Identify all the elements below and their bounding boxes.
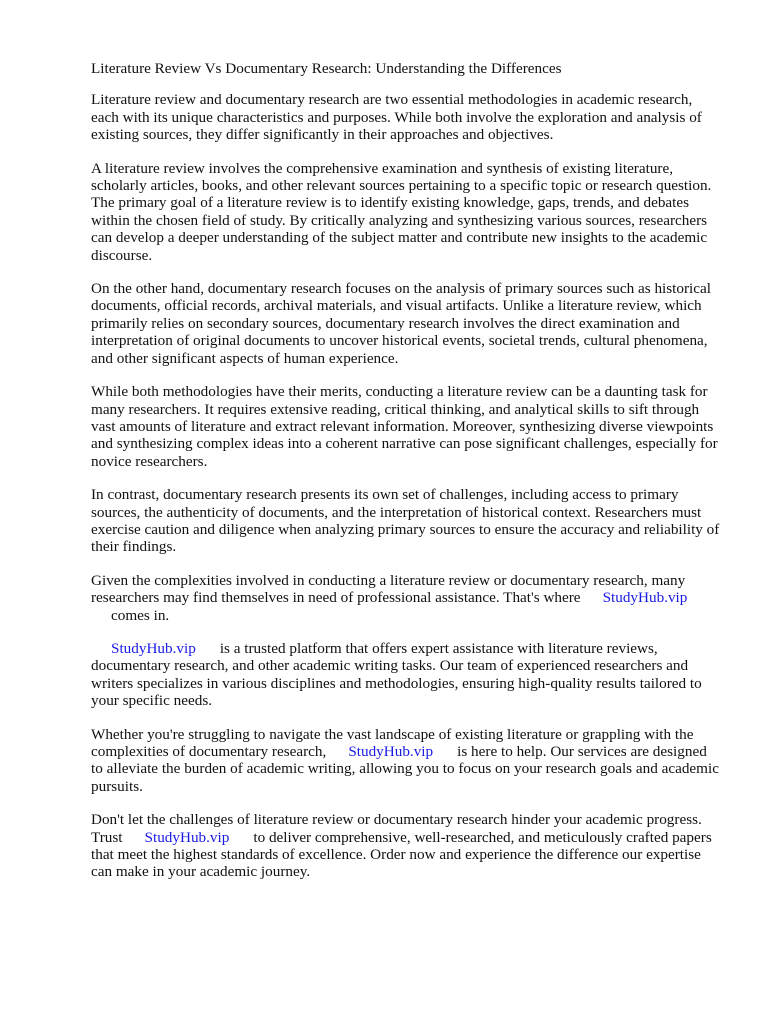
paragraph-closing-text: Don't let the challenges of literature review or documentary research hinder your academic progress. Trust xyxy=(91,811,702,846)
paragraph-intro: Literature review and documentary research are two essential methodologies in academic research, each with its unique characteristics and purposes. While both involve the exploration and analysis of existing sources, they differ significantly in their approaches and objectives. xyxy=(91,91,702,144)
studyhub-link[interactable]: StudyHub.vip xyxy=(144,828,230,846)
paragraph-documentary-research: On the other hand, documentary research focuses on the analysis of primary sources such as historical documents, official records, archival materials, and visual artifacts. Unlike a literature review, which primarily relies on secondary sources, documentary research involves the direct examination and interpretation of original documents to uncover historical events, societal trends, cultural phenomena, and other significant aspects of human experience. xyxy=(91,280,711,367)
paragraph-platform xyxy=(91,640,721,710)
paragraph-closing-tail: to deliver comprehensive, well-researched, and meticulously crafted papers that meet the highest standards of excellence. Order now and experience the difference our expertise can make in your academic journey. xyxy=(91,828,712,881)
paragraph-help-tail: is here to help. Our services are designed to alleviate the burden of academic writing, allowing you to focus on your research goals and academic pursuits. xyxy=(91,743,719,795)
studyhub-link[interactable]: StudyHub.vip xyxy=(111,639,196,657)
paragraph-assistance xyxy=(91,572,721,624)
paragraph-assistance-text: Given the complexities involved in conducting a literature review or documentary research, many researchers may find themselves in need of professional assistance. That's where xyxy=(91,571,686,607)
paragraph-platform-text: is a trusted platform that offers expert assistance with literature reviews, documentary research, and other academic writing tasks. Our team of experienced researchers and writers specializes in various disciplines and methodologies, ensuring high-quality results tailored to your specific needs. xyxy=(91,639,702,710)
studyhub-link[interactable]: StudyHub.vip xyxy=(348,743,434,760)
document-body xyxy=(91,60,721,897)
paragraph-help xyxy=(91,726,721,796)
paragraph-documentary-challenges: In contrast, documentary research presents its own set of challenges, including access to primary sources, the authenticity of documents, and the interpretation of historical context. Researchers must exercise caution and diligence when analyzing primary sources to ensure the accuracy and reliability of their findings. xyxy=(91,486,720,556)
paragraph-assistance-tail: comes in. xyxy=(111,606,170,624)
paragraph-literature-challenges: While both methodologies have their merits, conducting a literature review can be a daunting task for many researchers. It requires extensive reading, critical thinking, and analytical skills to sift through vast amounts of literature and extract relevant information. Moreover, synthesizing diverse viewpoints and synthesizing complex ideas into a coherent narrative can pose significant challenges, especially for novice researchers. xyxy=(91,383,718,470)
document-title: Literature Review Vs Documentary Research: Understanding the Differences xyxy=(91,60,562,77)
paragraph-closing xyxy=(91,811,721,881)
paragraph-literature-review: A literature review involves the comprehensive examination and synthesis of existing literature, scholarly articles, books, and other relevant sources pertaining to a specific topic or research question. The primary goal of a literature review is to identify existing knowledge, gaps, trends, and debates within the chosen field of study. By critically analyzing and synthesizing various sources, researchers can develop a deeper understanding of the subject matter and contribute new insights to the academic discourse. xyxy=(91,159,712,264)
studyhub-link[interactable]: StudyHub.vip xyxy=(602,589,688,607)
paragraph-help-text: Whether you're struggling to navigate the vast landscape of existing literature or grappling with the complexities of documentary research, xyxy=(91,725,694,760)
